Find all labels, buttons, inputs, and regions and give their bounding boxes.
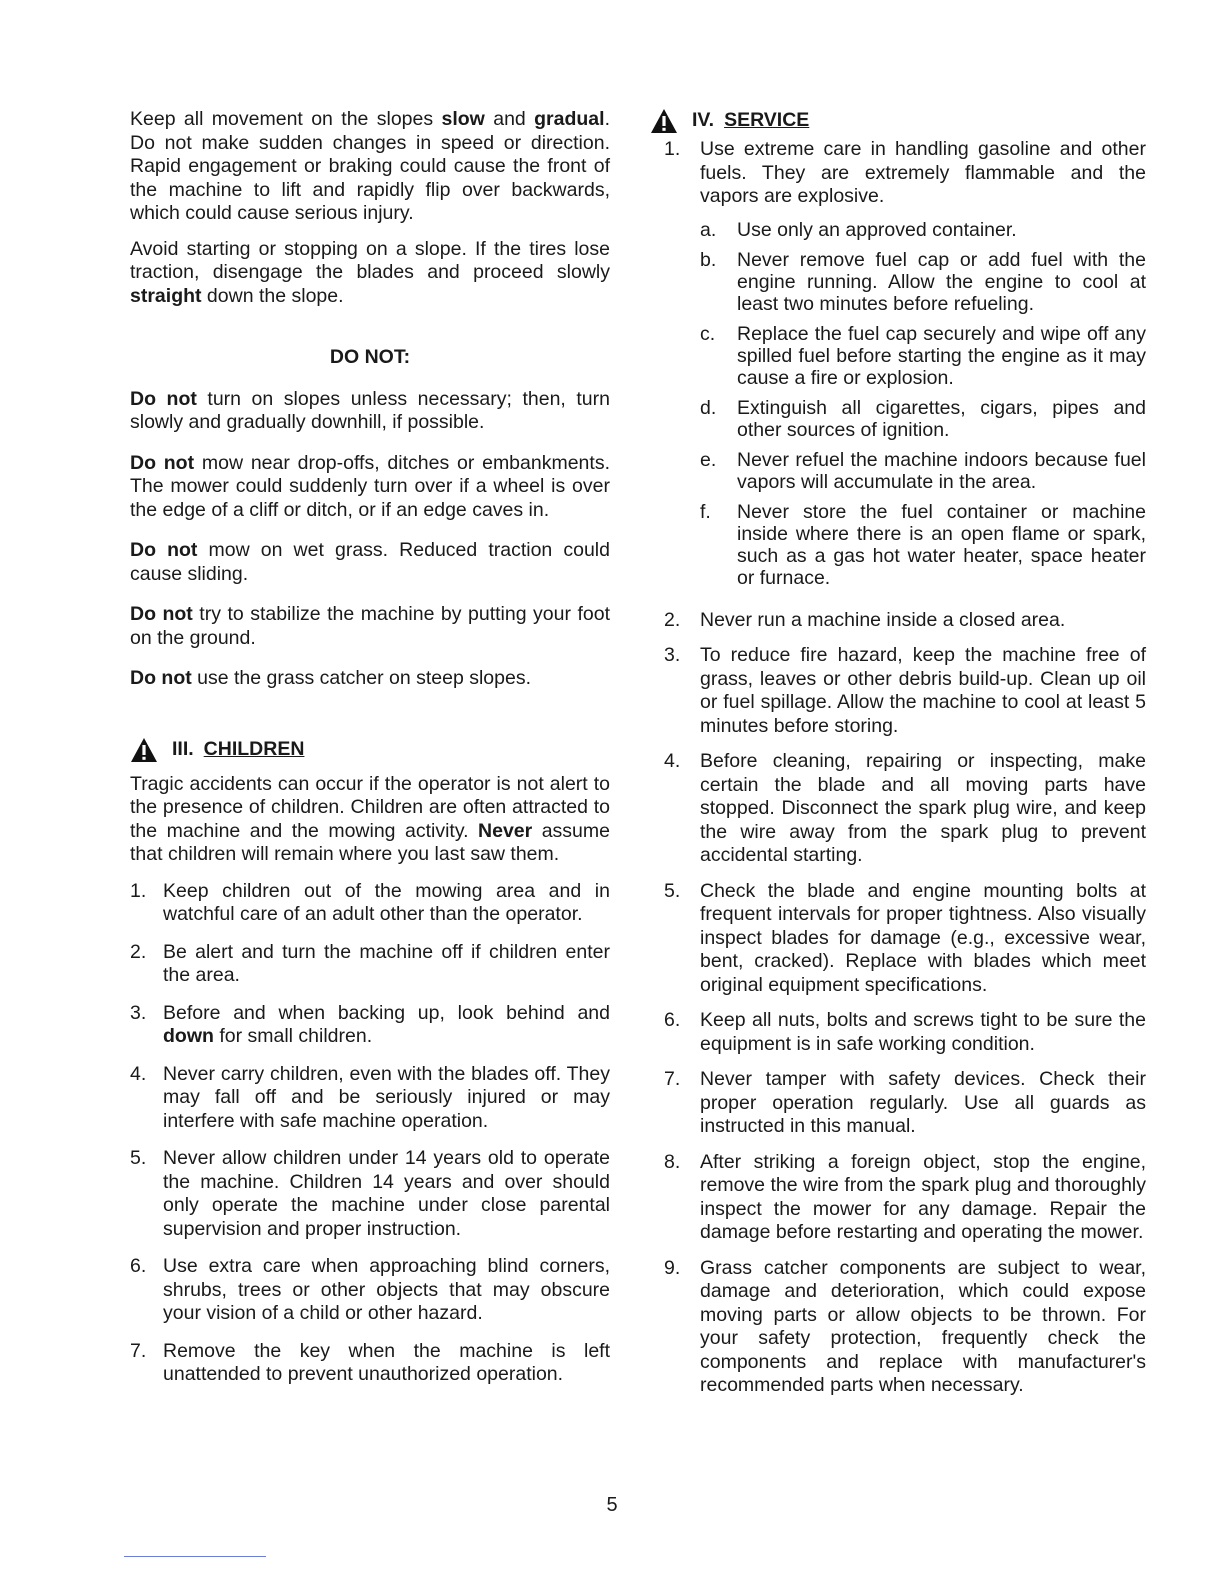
do-not-item: Do not mow near drop-offs, ditches or embankments. The mower could suddenly turn over if a wheel is over the edge of a cliff or ditch, or if an edge caves in. [130,451,610,521]
list-item: 5. Check the blade and engine mounting bolts at frequent intervals for proper tightness. Also visually inspect blades for damage (e.g., excessive wear, bent, cracked). Replace with blades which meet original equipment specifications. [664,879,1146,996]
do-not-list [130,388,610,691]
do-not-item: Do not turn on slopes unless necessary; then, turn slowly and gradually downhill, if possible. [130,387,610,433]
children-heading [130,737,610,763]
sub-list-item: e. Never refuel the machine indoors because fuel vapors will accumulate in the area. [700,448,1146,493]
left-column [130,108,610,1401]
children-list [130,880,610,1387]
page-number: 5 [606,1494,618,1516]
sub-list-item: d. Extinguish all cigarettes, cigars, pipes and other sources of ignition. [700,396,1146,441]
sub-list-item: f. Never store the fuel container or machine inside where there is an open flame or spark, such as a gas hot water heater, space heater or furnace. [700,500,1146,589]
list-item: 4. Before cleaning, repairing or inspecting, make certain the blade and all moving parts have stopped. Disconnect the spark plug wire, and keep the wire away from the spark plug to prevent accidental starting. [664,750,1146,866]
do-not-item: Do not try to stabilize the machine by putting your foot on the ground. [130,603,610,649]
children-intro: Tragic accidents can occur if the operator is not alert to the presence of children. Children are often attracted to the machine and the mowing activity. Never assume that children will remain where you last saw them. [130,772,610,865]
children-section-number: III. [172,737,194,760]
list-item: 6. Keep all nuts, bolts and screws tight to be sure the equipment is in safe working condition. [664,1009,1146,1055]
slope-paragraph: Avoid starting or stopping on a slope. If the tires lose traction, disengage the blades and proceed slowly straight down the slope. [130,237,610,307]
sub-list-item: b. Never remove fuel cap or add fuel with the engine running. Allow the engine to cool at least two minutes before refueling. [700,248,1146,315]
service-list [650,138,1146,1398]
do-not-item: Do not use the grass catcher on steep slopes. [130,667,532,689]
list-item: 6. Use extra care when approaching blind corners, shrubs, trees or other objects that may obscure your vision of a child or other hazard. [130,1255,610,1324]
list-item: 3. To reduce fire hazard, keep the machine free of grass, leaves or other debris build-up. Clean up oil or fuel spillage. Allow the machine to cool at least 5 minutes before storing. [664,644,1146,737]
do-not-heading: DO NOT: [329,346,411,368]
warning-icon [650,108,678,134]
list-item: 8. After striking a foreign object, stop the engine, remove the wire from the spark plug and thoroughly inspect the mower for any damage. Repair the damage before restarting and operating the mower. [664,1150,1146,1243]
slope-paragraph: Keep all movement on the slopes slow and gradual. Do not make sudden changes in speed or direction. Rapid engagement or braking could cause the front of the machine to lift and rapidly flip over backwards, which could cause serious injury. [130,108,610,224]
right-column [650,108,1146,1410]
list-item: 7. Remove the key when the machine is left unattended to prevent unauthorized operation. [130,1339,610,1385]
slope-paragraphs [130,108,610,308]
children-section-title: CHILDREN [203,737,305,760]
list-item: 7. Never tamper with safety devices. Check their proper operation regularly. Use all guards as instructed in this manual. [664,1068,1146,1137]
list-item: 2. Be alert and turn the machine off if children enter the area. [130,940,610,986]
list-item: 2. Never run a machine inside a closed area. [664,608,1066,631]
list-item: 3. Before and when backing up, look behind and down for small children. [130,1001,610,1047]
list-item: 4. Never carry children, even with the blades off. They may fall off and be seriously injured or may interfere with safe machine operation. [130,1062,610,1132]
footer-rule [124,1556,266,1557]
service-section-number: IV. [692,109,715,132]
service-heading [650,108,1146,134]
service-section-title: SERVICE [724,109,810,132]
fuel-sublist [650,219,1146,597]
do-not-item: Do not mow on wet grass. Reduced traction could cause sliding. [130,539,610,585]
list-item: 1. Use extreme care in handling gasoline and other fuels. They are extremely flammable and the vapors are explosive. a. Use only an approved container. b. Never remove fuel cap or add fuel with the engine running. Allow the engine to cool at least two minutes before refueling. c. Replace the fuel cap securely and wipe off any spilled fuel before starting the engine as it may cause a fire or explosion. d. Extinguish all cigarettes, cigars, pipes and other sources of ignition. e. Never refuel the machine indoors because fuel vapors will accumulate in the area. f. Never store the fuel container or machine inside where there is an open flame or spark, such as a gas hot water heater, space heater or furnace. [650,138,1146,605]
sub-list-item: c. Replace the fuel cap securely and wipe off any spilled fuel before starting the engine as it may cause a fire or explosion. [700,322,1146,389]
list-item: 5. Never allow children under 14 years old to operate the machine. Children 14 years and over should only operate the machine under close parental supervision and proper instruction. [130,1147,610,1240]
list-item: 1. Keep children out of the mowing area and in watchful care of an adult other than the operator. [130,879,610,925]
sub-list-item: a. Use only an approved container. [700,218,1017,241]
list-item: 9. Grass catcher components are subject to wear, damage and deterioration, which could expose moving parts or allow objects to be thrown. For your safety protection, frequently check the components and replace with manufacturer's recommended parts when necessary. [664,1256,1146,1396]
warning-icon [130,737,158,763]
